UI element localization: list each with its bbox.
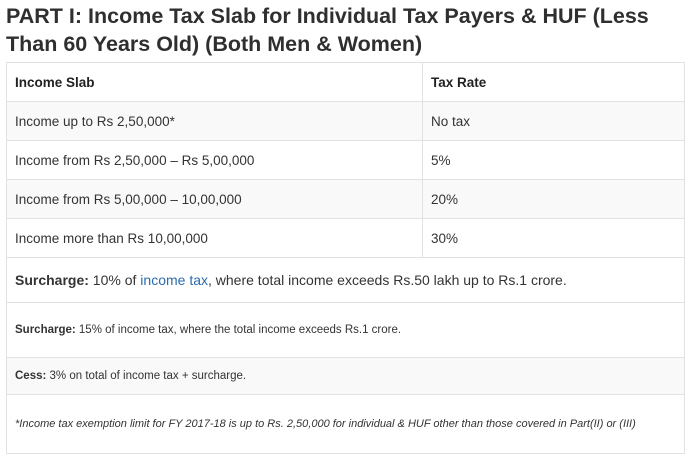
footnote-row (7, 395, 685, 454)
table-row (7, 219, 685, 258)
surcharge-label: Surcharge: (15, 272, 89, 288)
column-header-tax-rate: Tax Rate (423, 63, 685, 102)
surcharge-note-2 (7, 303, 685, 358)
surcharge-note (7, 258, 685, 303)
surcharge-text-b: , where total income exceeds Rs.50 lakh up to Rs.1 crore. (208, 272, 567, 288)
tax-slab-table (6, 62, 685, 454)
tax-rate-cell: 20% (423, 180, 685, 219)
surcharge-label-2: Surcharge: (15, 324, 76, 336)
income-slab-cell: Income up to Rs 2,50,000* (7, 102, 423, 141)
surcharge-note-row-2 (7, 303, 685, 358)
surcharge-note-row (7, 258, 685, 303)
income-slab-cell: Income from Rs 5,00,000 – 10,00,000 (7, 180, 423, 219)
exemption-footnote: *Income tax exemption limit for FY 2017-18 is up to Rs. 2,50,000 for individual & HUF other than those covered in Part(II) or (III) (7, 395, 685, 454)
cess-label: Cess: (15, 370, 47, 382)
tax-rate-cell: No tax (423, 102, 685, 141)
income-tax-link[interactable]: income tax (140, 272, 208, 288)
surcharge-text-2: 15% of income tax, where the total income exceeds Rs.1 crore. (75, 324, 402, 336)
table-row (7, 102, 685, 141)
page-title: PART I: Income Tax Slab for Individual Tax Payers & HUF (Less Than 60 Years Old) (Both Men & Women) (6, 4, 649, 56)
column-header-income-slab: Income Slab (7, 63, 423, 102)
income-slab-cell: Income more than Rs 10,00,000 (7, 219, 423, 258)
cess-note-row (7, 358, 685, 395)
tax-rate-cell: 30% (423, 219, 685, 258)
table-header-row (7, 63, 685, 102)
surcharge-text-a: 10% of (88, 272, 141, 288)
cess-note (7, 358, 685, 395)
cess-text: 3% on total of income tax + surcharge. (46, 370, 247, 382)
tax-rate-cell: 5% (423, 141, 685, 180)
table-row (7, 180, 685, 219)
income-slab-cell: Income from Rs 2,50,000 – Rs 5,00,000 (7, 141, 423, 180)
table-row (7, 141, 685, 180)
